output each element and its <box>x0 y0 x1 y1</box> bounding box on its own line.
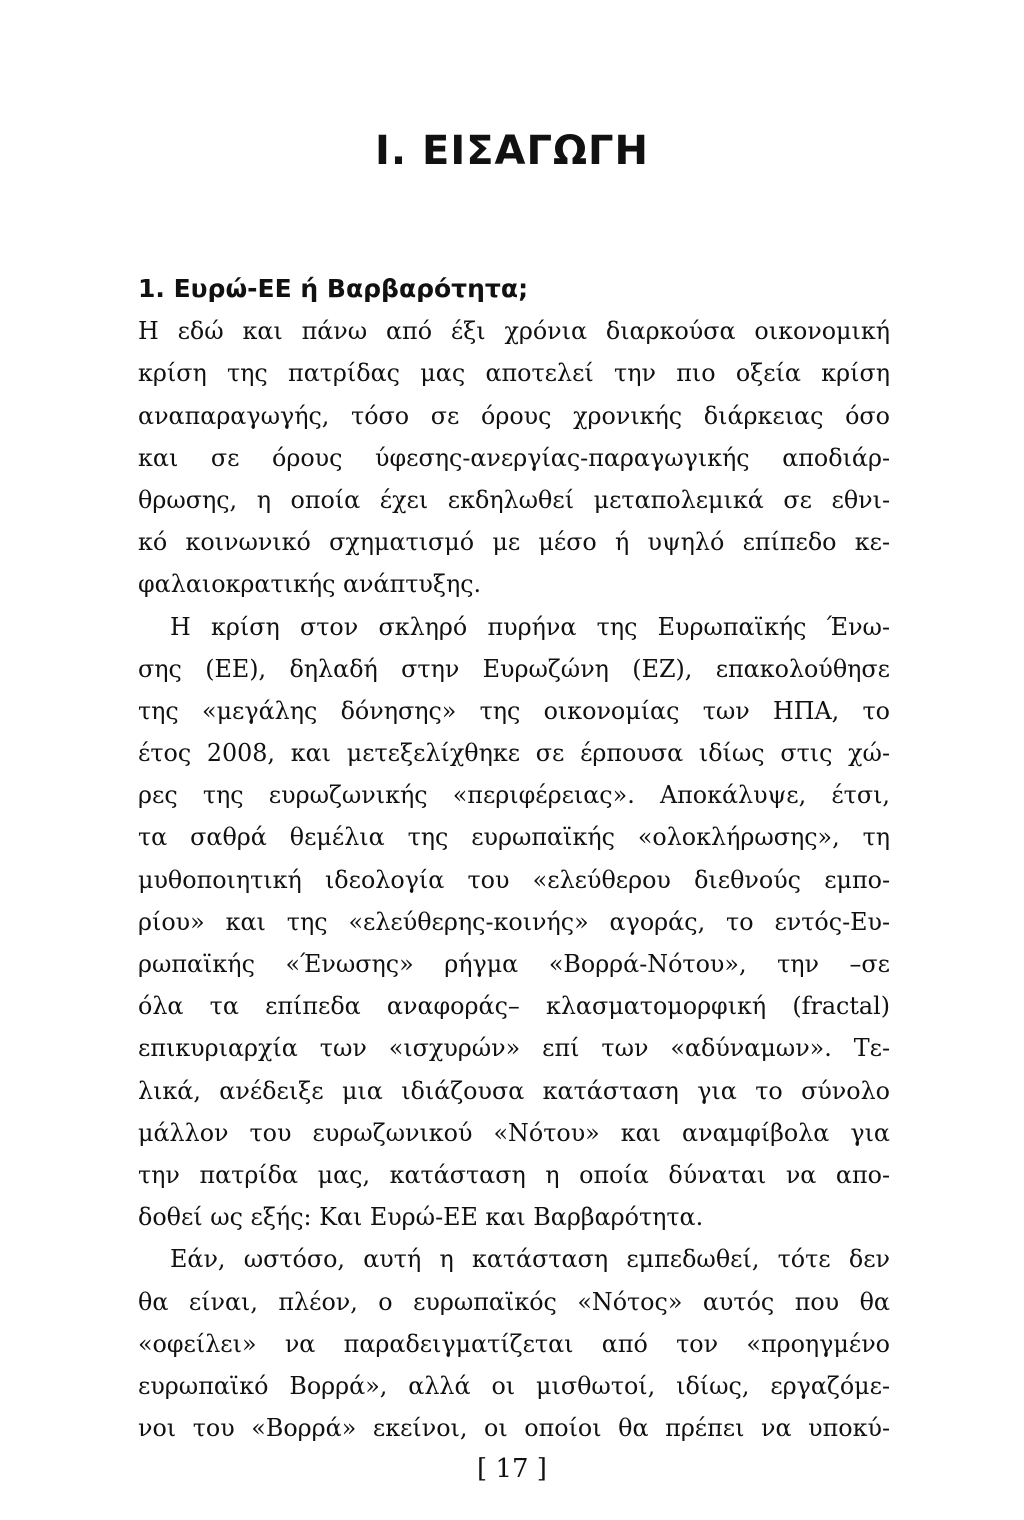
paragraph-line: της «μεγάλης δόνησης» της οικονομίας των ΗΠΑ, το <box>138 696 890 725</box>
paragraph-line: και σε όρους ύφεσης-ανεργίας-παραγωγικής αποδιάρ- <box>138 443 890 472</box>
paragraph-1 <box>138 310 890 605</box>
paragraph-3 <box>138 1238 890 1449</box>
paragraph-line: την πατρίδα μας, κατάσταση η οποία δύναται να απο- <box>138 1160 890 1189</box>
paragraph-line: ευρωπαϊκό Βορρά», αλλά οι μισθωτοί, ιδίως, εργαζόμε- <box>138 1371 890 1400</box>
paragraph-line: κό κοινωνικό σχηματισμό με μέσο ή υψηλό επίπεδο κε- <box>138 528 890 557</box>
paragraph-line: νοι του «Βορρά» εκείνοι, οι οποίοι θα πρέπει να υποκύ- <box>138 1414 890 1443</box>
paragraph-line: τα σαθρά θεμέλια της ευρωπαϊκής «ολοκλήρωσης», τη <box>138 823 890 852</box>
body-text <box>138 268 890 1449</box>
paragraph-line: αναπαραγωγής, τόσο σε όρους χρονικής διάρκειας όσο <box>138 401 890 430</box>
paragraph-line: έτος 2008, και μετεξελίχθηκε σε έρπουσα ιδίως στις χώ- <box>138 739 890 768</box>
page-number: [ 17 ] <box>477 1454 547 1484</box>
paragraph-line: κρίση της πατρίδας μας αποτελεί την πιο οξεία κρίση <box>138 359 890 388</box>
paragraph-line: Η εδώ και πάνω από έξι χρόνια διαρκούσα οικονομική <box>138 317 890 346</box>
chapter-title: I. ΕΙΣΑΓΩΓΗ <box>375 128 649 174</box>
paragraph-line: λικά, ανέδειξε μια ιδιάζουσα κατάσταση για το σύνολο <box>138 1076 890 1105</box>
paragraph-line: «οφείλει» να παραδειγματίζεται από τον «προηγμένο <box>138 1329 890 1358</box>
paragraph-line: φαλαιοκρατικής ανάπτυξης. <box>138 570 482 599</box>
paragraph-line: μάλλον του ευρωζωνικού «Νότου» και αναμφίβολα για <box>138 1118 890 1147</box>
paragraph-line: Εάν, ωστόσο, αυτή η κατάσταση εμπεδωθεί, τότε δεν <box>170 1245 890 1274</box>
paragraph-line: θα είναι, πλέον, ο ευρωπαϊκός «Νότος» αυτός που θα <box>138 1287 890 1316</box>
paragraph-line: ρωπαϊκής «Ένωσης» ρήγμα «Βορρά-Νότου», την –σε <box>138 950 890 978</box>
paragraph-line: δοθεί ως εξής: Και Ευρώ-ΕΕ και Βαρβαρότητα. <box>138 1203 704 1232</box>
paragraph-line: ρίου» και της «ελεύθερης-κοινής» αγοράς, το εντός-Ευ- <box>138 907 890 936</box>
paragraph-line: Η κρίση στον σκληρό πυρήνα της Ευρωπαϊκής Ένω- <box>170 612 890 641</box>
paragraph-2 <box>138 606 890 1239</box>
paragraph-line: σης (ΕΕ), δηλαδή στην Ευρωζώνη (ΕΖ), επακολούθησε <box>138 654 890 683</box>
paragraph-line: ρες της ευρωζωνικής «περιφέρειας». Αποκάλυψε, έτσι, <box>138 781 890 810</box>
section-heading: 1. Ευρώ-ΕΕ ή Βαρβαρότητα; <box>138 274 529 303</box>
paragraph-line: μυθοποιητική ιδεολογία του «ελεύθερου διεθνούς εμπο- <box>138 865 890 894</box>
paragraph-line: θρωσης, η οποία έχει εκδηλωθεί μεταπολεμικά σε εθνι- <box>138 485 890 514</box>
paragraph-line: επικυριαρχία των «ισχυρών» επί των «αδύναμων». Τε- <box>138 1034 890 1063</box>
paragraph-line: όλα τα επίπεδα αναφοράς– κλασματομορφική (fractal) <box>138 992 890 1021</box>
